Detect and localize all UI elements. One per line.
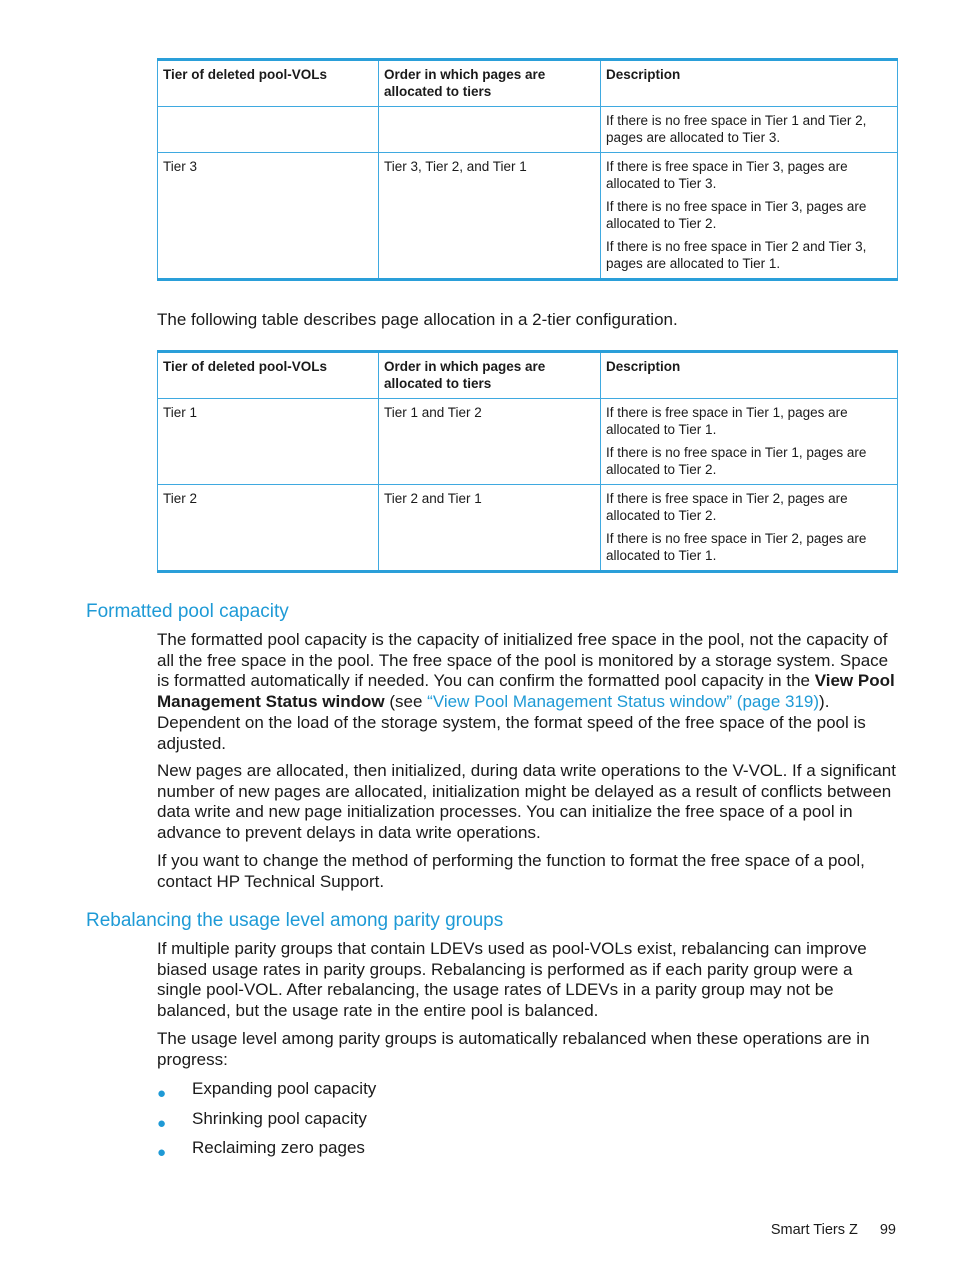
paragraph: If you want to change the method of performing the function to format the free space of a pool, contact HP Technical Support. xyxy=(157,851,865,891)
description-line: If there is no free space in Tier 2, pages are allocated to Tier 1. xyxy=(606,531,867,563)
paragraph-text: ). Dependent on the load of the storage system, the format speed of the free space of the pool is adjusted. xyxy=(157,692,866,753)
header-order: Order in which pages are allocated to tiers xyxy=(379,352,601,399)
tier-allocation-table-3tier xyxy=(157,58,898,281)
header-tier: Tier of deleted pool-VOLs xyxy=(158,352,379,399)
footer-title: Smart Tiers Z xyxy=(770,1222,858,1238)
cell-tier: Tier 1 xyxy=(158,399,379,485)
window-name: View Pool Management Status window xyxy=(157,671,895,712)
list-item xyxy=(157,1137,376,1167)
list-item xyxy=(157,1078,376,1108)
description-line: If there is free space in Tier 1, pages are allocated to Tier 1. xyxy=(606,405,848,437)
paragraph xyxy=(157,630,897,754)
cross-reference-link[interactable]: “View Pool Management Status window” (page 319) xyxy=(427,692,820,712)
description-line: If there is no free space in Tier 2 and Tier 3, pages are allocated to Tier 1. xyxy=(606,239,867,271)
table-row xyxy=(158,485,898,572)
cell-order xyxy=(379,107,601,153)
header-description: Description xyxy=(601,352,898,399)
paragraph: The usage level among parity groups is automatically rebalanced when these operations are in progress: xyxy=(157,1029,870,1069)
cell-order: Tier 2 and Tier 1 xyxy=(379,485,601,572)
list-item xyxy=(157,1108,376,1138)
cell-description xyxy=(601,485,898,572)
header-order: Order in which pages are allocated to tiers xyxy=(379,60,601,107)
cell-tier xyxy=(158,107,379,153)
cell-description xyxy=(601,399,898,485)
operations-list xyxy=(157,1078,376,1167)
description-line: If there is free space in Tier 2, pages are allocated to Tier 2. xyxy=(606,491,848,523)
cell-description xyxy=(601,153,898,280)
paragraph: If multiple parity groups that contain LDEVs used as pool-VOLs exist, rebalancing can improve biased usage rates in parity groups. Rebalancing is performed as if each parity group were a single pool-VOL. After rebalancing, the usage rates of LDEVs in a parity group may not be balanced, but the usage rate in the entire pool is balanced. xyxy=(157,939,867,1021)
description-line: If there is free space in Tier 3, pages are allocated to Tier 3. xyxy=(606,159,848,191)
bullet-icon: ● xyxy=(157,1114,167,1132)
cell-order: Tier 3, Tier 2, and Tier 1 xyxy=(379,153,601,280)
list-item-text: Reclaiming zero pages xyxy=(192,1138,365,1157)
description-line: If there is no free space in Tier 3, pages are allocated to Tier 2. xyxy=(606,199,867,231)
tier-allocation-table-2tier xyxy=(157,350,898,573)
table-row xyxy=(158,107,898,153)
table-row xyxy=(158,153,898,280)
section-heading-formatted-pool-capacity: Formatted pool capacity xyxy=(86,601,289,622)
list-item-text: Shrinking pool capacity xyxy=(192,1108,367,1128)
bullet-icon: ● xyxy=(157,1085,167,1102)
header-description: Description xyxy=(601,60,898,107)
list-item-text: Expanding pool capacity xyxy=(192,1079,377,1098)
page-number: 99 xyxy=(879,1222,896,1238)
paragraph-text: The formatted pool capacity is the capacity of initialized free space in the pool, not the capacity of all the free space in the pool. The free space of the pool is monitored by a storage system. Space is formatted automatically if needed. You can confirm the formatted pool capacity in the xyxy=(157,630,889,691)
bullet-icon: ● xyxy=(157,1144,167,1161)
table-header-row xyxy=(158,352,898,399)
table-row xyxy=(158,399,898,485)
section-heading-rebalancing: Rebalancing the usage level among parity groups xyxy=(86,910,504,931)
cell-description xyxy=(601,107,898,153)
cell-tier: Tier 3 xyxy=(158,153,379,280)
table-header-row xyxy=(158,60,898,107)
paragraph: New pages are allocated, then initialized, during data write operations to the V-VOL. If a significant number of new pages are allocated, initialization might be delayed as a result of conflicts between data write and new page initialization processes. You can initialize the free space of a pool in advance to prevent delays in data write operations. xyxy=(157,761,896,843)
header-tier: Tier of deleted pool-VOLs xyxy=(158,60,379,107)
cell-tier: Tier 2 xyxy=(158,485,379,572)
table-intro-text: The following table describes page allocation in a 2-tier configuration. xyxy=(157,310,678,329)
cell-order: Tier 1 and Tier 2 xyxy=(379,399,601,485)
page-footer xyxy=(771,1222,896,1238)
description-line: If there is no free space in Tier 1, pages are allocated to Tier 2. xyxy=(606,445,867,477)
description-line: If there is no free space in Tier 1 and Tier 2, pages are allocated to Tier 3. xyxy=(606,113,867,145)
paragraph-text: (see xyxy=(384,692,428,712)
